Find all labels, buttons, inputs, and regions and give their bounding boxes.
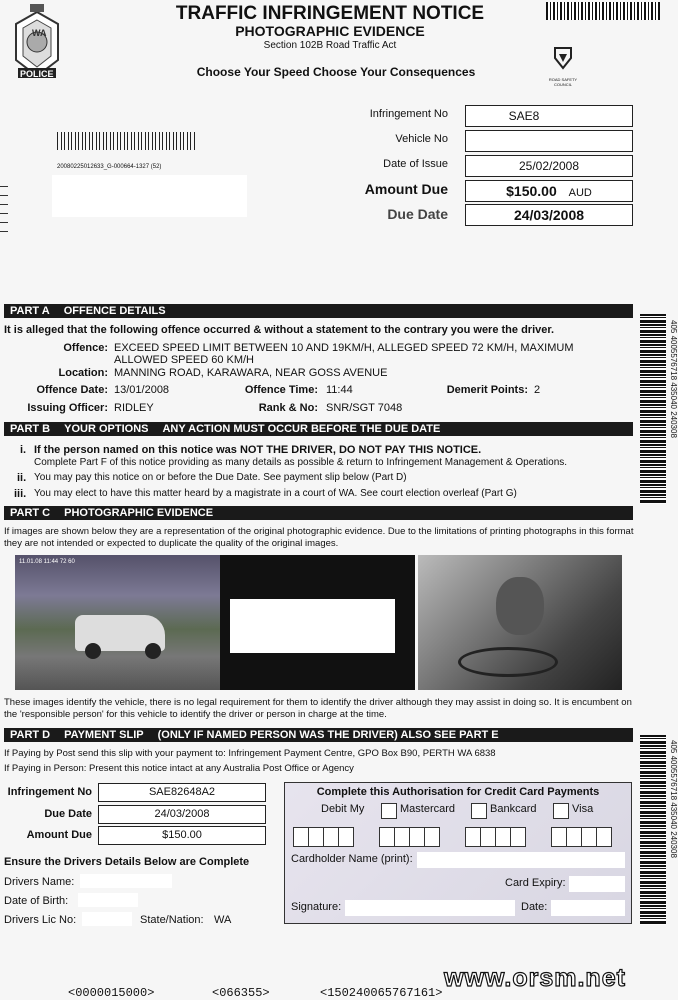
- photo-caption: 11.01.08 11:44 72 60: [19, 559, 75, 565]
- part-c-intro: If images are shown below they are a representation of the original photographic evidence. Due to the limitations of printing photographs in this format they are not intended or expected to duplicate the quality of the original images.: [4, 526, 634, 549]
- infringement-no-field: [465, 105, 633, 127]
- part-b-number: PART B: [10, 423, 51, 435]
- option-i-bold: If the person named on this notice was NOT THE DRIVER, DO NOT PAY THIS NOTICE.: [34, 444, 482, 456]
- option-ii-num: ii.: [17, 472, 27, 484]
- dob-input[interactable]: [78, 893, 138, 907]
- road-safety-text: ROAD SAFETY COUNCIL: [548, 77, 578, 87]
- part-b-heading: YOUR OPTIONS: [64, 423, 149, 435]
- due-date-value: 24/03/2008: [513, 207, 585, 223]
- watermark: www.orsm.net: [444, 964, 626, 992]
- visa-label: Visa: [572, 803, 594, 815]
- offence-date-label: Offence Date:: [36, 384, 108, 396]
- bankcard-label: Bankcard: [490, 803, 537, 815]
- part-c-footer: These images identify the vehicle, there is no legal requirement for them to identify the driver although they may assist in doing so. It is encumbent on the 'responsible person' for this vehicle to identify the driver or person in charge at the time.: [4, 697, 632, 720]
- part-b-header: [4, 422, 633, 436]
- drivers-name-input[interactable]: [80, 874, 172, 888]
- person-instructions: If Paying in Person: Present this notice intact at any Australia Post Office or Agency: [4, 763, 354, 774]
- notice-subtitle: PHOTOGRAPHIC EVIDENCE: [235, 23, 425, 39]
- address-barcode-text: 20080225012633_G-000664-1327 (52): [57, 164, 162, 170]
- part-a-allegation: It is alleged that the following offence occurred & without a statement to the contrary you were the driver.: [4, 324, 555, 336]
- slip-infringement-label: Infringement No: [7, 786, 92, 798]
- date-label: Date:: [521, 901, 548, 913]
- demerit-value: 2: [534, 384, 541, 396]
- offence-value-2: ALLOWED SPEED 60 KM/H: [114, 354, 254, 366]
- visa-checkbox[interactable]: [553, 803, 569, 819]
- card-number-group-2[interactable]: [379, 827, 439, 852]
- side-barcode-bottom: [640, 735, 666, 925]
- notice-title: TRAFFIC INFRINGEMENT NOTICE: [175, 3, 485, 24]
- part-b-heading-2: ANY ACTION MUST OCCUR BEFORE THE DUE DATE: [162, 423, 441, 435]
- part-d-number: PART D: [10, 729, 51, 741]
- demerit-label: Demerit Points:: [446, 384, 528, 396]
- offence-date-value: 13/01/2008: [114, 384, 170, 396]
- drivers-name-label: Drivers Name:: [4, 876, 75, 888]
- side-barcode-top-text: 405 4005576718 435040 240308: [669, 320, 678, 438]
- part-a-number: PART A: [10, 305, 50, 317]
- slip-due-field: [98, 805, 266, 824]
- part-d-header: [4, 728, 633, 742]
- part-c-heading: PHOTOGRAPHIC EVIDENCE: [64, 507, 214, 519]
- slip-infringement-field: [98, 783, 266, 802]
- amount-due-label: Amount Due: [364, 181, 448, 197]
- location-value: MANNING ROAD, KARAWARA, NEAR GOSS AVENUE: [114, 367, 388, 379]
- post-instructions: If Paying by Post send this slip with your payment to: Infringement Payment Centre, GPO Box B90, PERTH WA 6838: [4, 748, 496, 759]
- act-reference: Section 102B Road Traffic Act: [263, 40, 397, 51]
- date-input[interactable]: [551, 900, 625, 916]
- vehicle-no-label: Vehicle No: [395, 133, 448, 145]
- vehicle-no-field: [465, 130, 633, 152]
- credit-card-box: [284, 782, 632, 924]
- issue-date-value: 25/02/2008: [518, 159, 580, 173]
- slip-amount-value: $150.00: [162, 829, 202, 841]
- due-date-label: Due Date: [387, 206, 448, 222]
- footer-code-1: <0000015000>: [68, 986, 155, 1000]
- rank-value: SNR/SGT 7048: [326, 402, 403, 414]
- signature-label: Signature:: [291, 901, 342, 913]
- option-iii-num: iii.: [14, 488, 27, 500]
- part-c-header: [4, 506, 633, 520]
- officer-value: RIDLEY: [114, 402, 154, 414]
- slip-amount-field: [98, 826, 266, 845]
- part-d-heading-2: (ONLY IF NAMED PERSON WAS THE DRIVER) ALSO SEE PART E: [157, 729, 499, 741]
- cardholder-input[interactable]: [417, 852, 625, 868]
- address-barcode: [57, 132, 197, 150]
- card-number-group-1[interactable]: [293, 827, 353, 852]
- rank-label: Rank & No:: [258, 402, 318, 414]
- due-date-field: [465, 204, 633, 226]
- bankcard-checkbox[interactable]: [471, 803, 487, 819]
- cc-debit-label: Debit My: [321, 803, 365, 815]
- issue-date-field: [465, 155, 633, 177]
- infringement-no-value: SAE8: [508, 109, 540, 123]
- dob-label: Date of Birth:: [4, 895, 69, 907]
- offence-label: Offence:: [63, 342, 108, 354]
- edge-marks: [0, 186, 8, 234]
- part-d-heading: PAYMENT SLIP: [64, 729, 144, 741]
- card-expiry-label: Card Expiry:: [505, 877, 566, 889]
- issue-date-label: Date of Issue: [383, 158, 448, 170]
- top-barcode: [546, 2, 660, 20]
- state-label: State/Nation:: [140, 914, 204, 926]
- amount-due-value: $150.00: [506, 183, 557, 199]
- road-safety-logo: [548, 44, 578, 88]
- offence-time-value: 11:44: [326, 384, 353, 396]
- part-a-header: [4, 304, 633, 318]
- card-number-group-3[interactable]: [465, 827, 525, 852]
- footer-code-2: <066355>: [212, 986, 270, 1000]
- card-expiry-input[interactable]: [569, 876, 625, 892]
- part-a-heading: OFFENCE DETAILS: [63, 305, 166, 317]
- slip-due-label: Due Date: [44, 808, 92, 820]
- officer-label: Issuing Officer:: [27, 402, 108, 414]
- mastercard-label: Mastercard: [400, 803, 456, 815]
- amount-due-field: [465, 180, 633, 202]
- cc-title: Complete this Authorisation for Credit Card Payments: [316, 786, 600, 798]
- photo-plate: [220, 555, 415, 690]
- signature-input[interactable]: [345, 900, 515, 916]
- photo-driver: [418, 555, 622, 690]
- slogan: Choose Your Speed Choose Your Consequences: [196, 65, 476, 79]
- offence-time-label: Offence Time:: [244, 384, 318, 396]
- option-i-text: Complete Part F of this notice providing as many details as possible & return to Infringement Management & Operations.: [34, 457, 568, 468]
- option-i-num: i.: [20, 444, 27, 456]
- mastercard-checkbox[interactable]: [381, 803, 397, 819]
- option-iii-text: You may elect to have this matter heard by a magistrate in a court of WA. See court election overleaf (Part G): [34, 488, 517, 499]
- ensure-driver-details: Ensure the Drivers Details Below are Complete: [4, 856, 250, 868]
- side-barcode-bottom-text: 405 4005576718 435040 240308: [669, 740, 678, 858]
- part-c-number: PART C: [10, 507, 51, 519]
- offence-value: EXCEED SPEED LIMIT BETWEEN 10 AND 19KM/H, ALLEGED SPEED 72 KM/H, MAXIMUM: [114, 342, 574, 354]
- state-value: WA: [214, 914, 232, 926]
- infringement-no-label: Infringement No: [369, 108, 448, 120]
- badge-top-text: WA: [32, 28, 47, 38]
- slip-amount-label: Amount Due: [26, 829, 92, 841]
- location-label: Location:: [58, 367, 108, 379]
- footer-code-3: <150240065767161>: [320, 986, 443, 1000]
- road-safety-icon: [551, 44, 575, 72]
- option-ii-text: You may pay this notice on or before the Due Date. See payment slip below (Part D): [34, 472, 407, 483]
- lic-input[interactable]: [82, 912, 132, 926]
- card-number-group-4[interactable]: [551, 827, 611, 852]
- redacted-address: [52, 175, 247, 217]
- cardholder-label: Cardholder Name (print):: [291, 853, 413, 865]
- slip-due-value: 24/03/2008: [154, 808, 210, 820]
- lic-label: Drivers Lic No:: [4, 914, 77, 926]
- amount-currency: AUD: [568, 187, 592, 199]
- photo-vehicle: [15, 555, 220, 690]
- badge-bottom-text: POLICE: [20, 69, 54, 79]
- slip-infringement-value: SAE82648A2: [148, 786, 216, 798]
- side-barcode-top: [640, 314, 666, 504]
